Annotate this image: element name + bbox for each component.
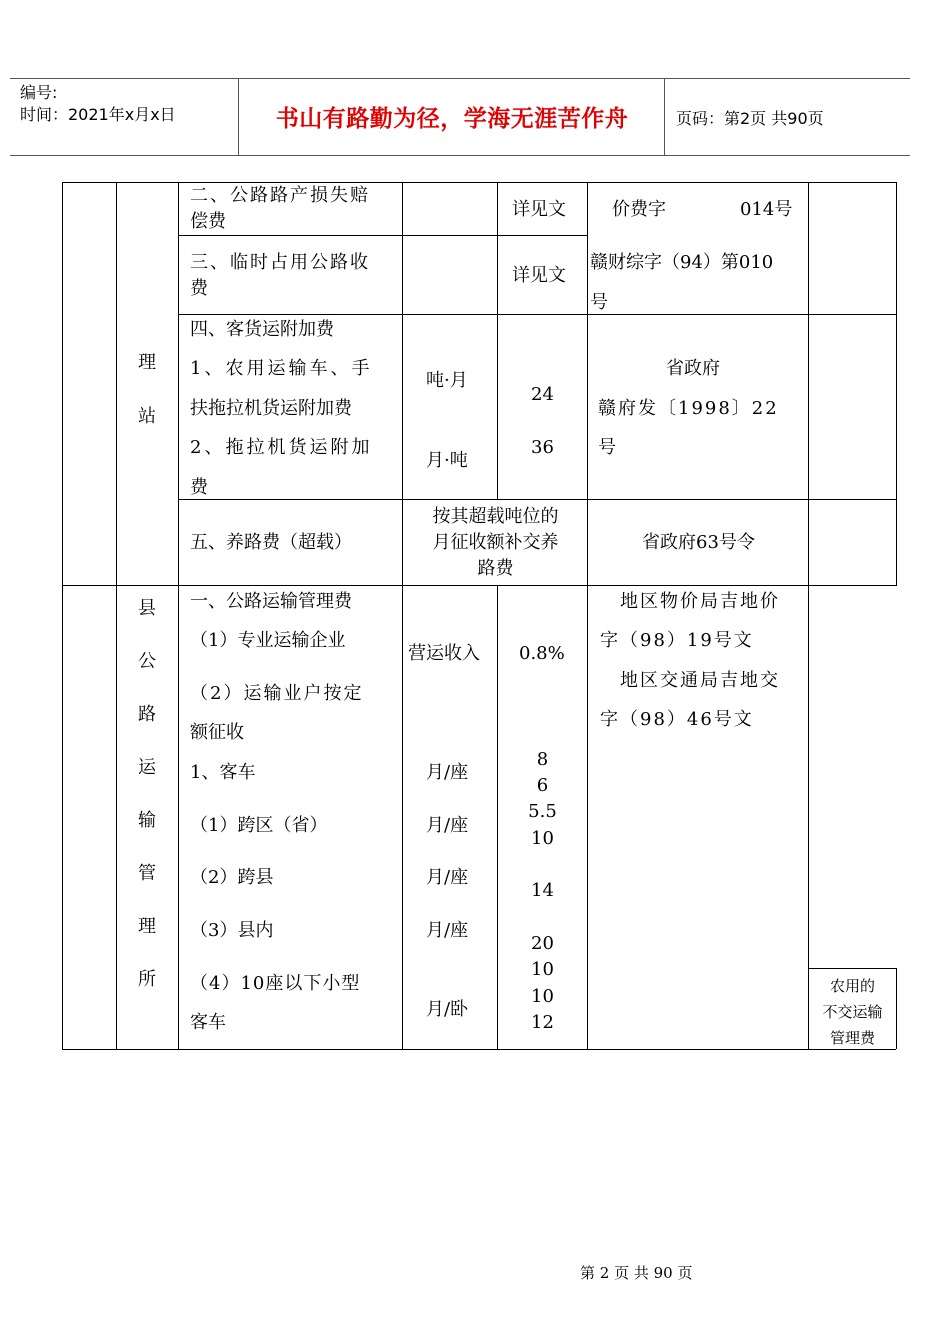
fee-value: 10	[531, 828, 554, 849]
fee-item: 二、公路路产损失赔	[190, 185, 370, 206]
fee-item: 1、客车	[190, 762, 256, 783]
fee-basis: 营运收入	[408, 643, 480, 664]
footer-page-number: 第 2 页 共 90 页	[580, 1264, 693, 1282]
fee-value: 20	[531, 933, 554, 954]
fee-unit: 月·吨	[426, 450, 468, 471]
fee-basis: 详见文	[512, 199, 566, 220]
fee-item: 偿费	[190, 211, 226, 232]
time-label: 时间：2021年x月x日	[20, 105, 176, 124]
table-rule	[116, 182, 117, 1049]
table-rule	[896, 968, 897, 1049]
table-rule	[178, 314, 896, 315]
fee-basis: 路费	[477, 558, 514, 579]
header-top-rule	[10, 78, 910, 79]
county-label-char: 理	[138, 916, 156, 937]
header-divider	[664, 78, 665, 155]
fee-rate: 0.8%	[519, 643, 565, 664]
table-rule	[808, 182, 809, 1049]
fee-document: 省政府	[666, 358, 720, 379]
county-label-char: 路	[138, 704, 156, 725]
fee-item: 2、拖拉机货运附加	[190, 437, 373, 458]
fee-document: 地区交通局吉地交	[620, 670, 780, 691]
table-rule	[587, 182, 588, 1049]
table-rule	[62, 182, 896, 183]
fee-unit: 月/座	[426, 815, 469, 836]
fee-document: 赣府发〔1998〕22	[598, 398, 779, 419]
fee-document: 价费字	[612, 199, 666, 220]
fee-document: 字（98）46号文	[600, 709, 754, 730]
fee-value: 10	[531, 959, 554, 980]
county-label-char: 运	[138, 757, 156, 778]
fee-item: （3）县内	[190, 920, 274, 941]
fee-item: 三、临时占用公路收	[190, 252, 370, 273]
county-transport-office-label	[137, 594, 157, 991]
header-divider	[238, 78, 239, 155]
fee-note: 不交运输	[822, 1003, 883, 1021]
fee-document: 省政府63号令	[642, 532, 755, 553]
station-label	[137, 348, 157, 428]
fee-item: 1、农用运输车、手	[190, 358, 373, 379]
table-rule	[178, 182, 179, 1049]
fee-basis: 按其超载吨位的	[432, 506, 559, 527]
fee-item: （1）专业运输企业	[190, 630, 346, 651]
serial-label: 编号:	[20, 83, 58, 102]
fee-item: 四、客货运附加费	[190, 319, 334, 340]
fee-rate: 36	[531, 437, 554, 458]
fee-note: 农用的	[829, 977, 875, 995]
table-rule	[62, 182, 63, 1049]
fee-item: （2）跨县	[190, 867, 274, 888]
table-rule	[808, 968, 896, 969]
county-label-char: 管	[138, 863, 156, 884]
fee-item: （4）10座以下小型	[190, 973, 361, 994]
fee-item: （2）运输业户按定	[190, 683, 364, 704]
table-rule	[896, 182, 897, 586]
county-label-char: 所	[138, 969, 156, 990]
fee-document: 014号	[740, 199, 793, 220]
fee-item: 额征收	[190, 722, 244, 743]
fee-item: （1）跨区（省）	[190, 815, 328, 836]
fee-unit: 月/座	[426, 920, 469, 941]
fee-item: 扶拖拉机货运附加费	[190, 398, 352, 419]
fee-unit: 月/座	[426, 867, 469, 888]
station-label-char: 理	[138, 352, 156, 373]
fee-document: 字（98）19号文	[600, 630, 754, 651]
fee-document: 号	[598, 437, 616, 458]
fee-note: 管理费	[829, 1029, 875, 1047]
fee-unit: 吨·月	[426, 370, 468, 391]
fee-basis: 详见文	[512, 265, 566, 286]
header-motto: 书山有路勤为径，学海无涯苦作舟	[275, 105, 629, 132]
fee-document: 赣财综字（94）第010	[590, 252, 774, 273]
fee-item: 五、养路费（超载）	[190, 532, 352, 553]
fee-value: 8	[536, 749, 549, 770]
fee-value: 10	[531, 986, 554, 1007]
header-bottom-rule	[10, 155, 910, 156]
fee-basis: 月征收额补交养	[432, 532, 559, 553]
table-rule	[497, 182, 498, 500]
header-page-number: 页码：第2页 共90页	[676, 109, 824, 128]
table-rule	[178, 235, 587, 236]
station-label-char: 站	[138, 406, 156, 427]
table-rule	[402, 182, 403, 1049]
table-rule	[62, 585, 896, 586]
header-meta	[20, 82, 176, 126]
fee-value: 5.5	[528, 801, 557, 822]
fee-value: 12	[531, 1012, 554, 1033]
fee-value: 6	[536, 775, 549, 796]
county-label-char: 县	[138, 598, 156, 619]
fee-item: 费	[190, 278, 208, 299]
table-rule	[62, 1049, 896, 1050]
fee-value: 14	[531, 880, 554, 901]
fee-unit: 月/卧	[426, 999, 469, 1020]
fee-document: 地区物价局吉地价	[620, 591, 780, 612]
table-rule	[178, 499, 896, 500]
county-label-char: 公	[138, 651, 156, 672]
fee-rate: 24	[531, 384, 554, 405]
fee-document: 号	[590, 292, 608, 313]
fee-item: 一、公路运输管理费	[190, 591, 352, 612]
fee-unit: 月/座	[426, 762, 469, 783]
county-label-char: 输	[138, 810, 156, 831]
fee-item: 费	[190, 477, 208, 498]
fee-item: 客车	[190, 1012, 226, 1033]
